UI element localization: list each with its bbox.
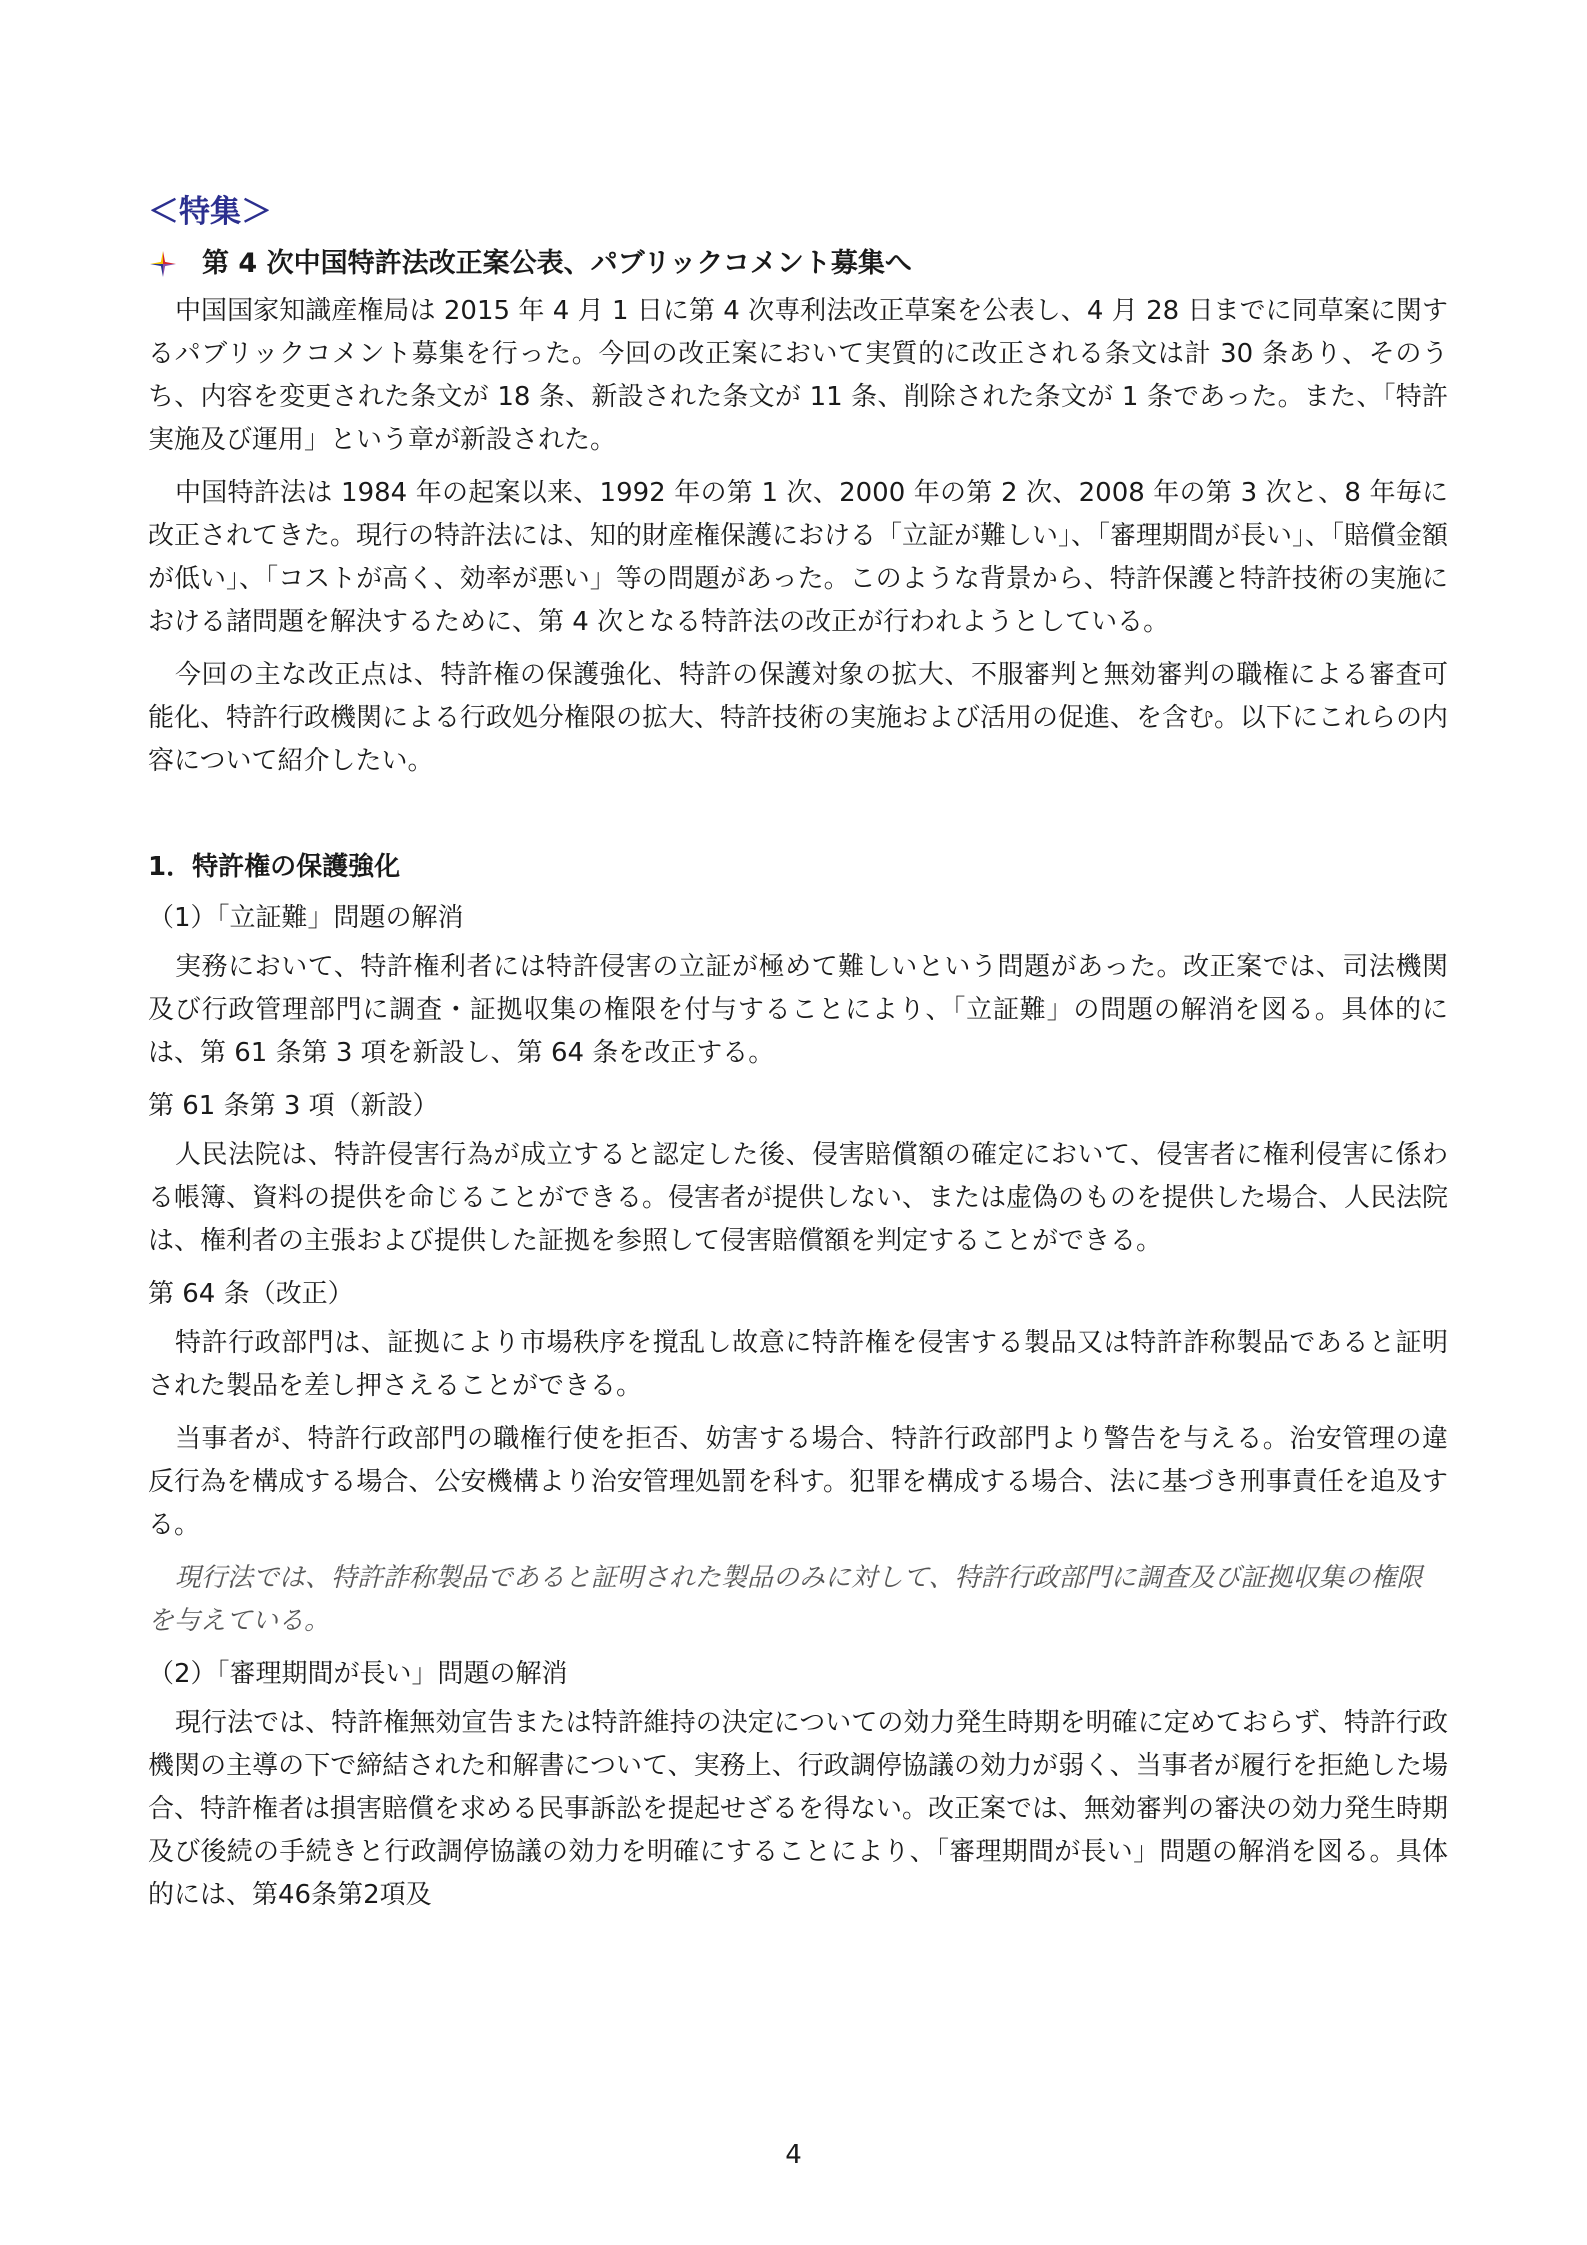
body-paragraph: 当事者が、特許行政部門の職権行使を拒否、妨害する場合、特許行政部門より警告を与える。治安管理の違反行為を構成する場合、公安機構より治安管理処罰を科す。犯罪を構成する場合、法に基づき刑事責任を追及する。	[148, 1424, 1448, 1540]
feature-label: ＜特集＞	[148, 194, 272, 230]
four-point-star-icon	[148, 249, 178, 279]
sub-heading: （2）「審理期間が長い」問題の解消	[148, 1659, 568, 1689]
body-paragraph: 人民法院は、特許侵害行為が成立すると認定した後、侵害賠償額の確定において、侵害者に権利侵害に係わる帳簿、資料の提供を命じることができる。侵害者が提供しない、または虚偽のものを提供した場合、人民法院は、権利者の主張および提供した証拠を参照して侵害賠償額を判定することができる。	[148, 1140, 1449, 1256]
section-heading: 1．特許権の保護強化	[148, 852, 401, 882]
page-number: 4	[785, 2140, 802, 2170]
body-paragraph: 実務において、特許権利者には特許侵害の立証が極めて難しいという問題があった。改正案では、司法機関及び行政管理部門に調査・証拠収集の権限を付与することにより、「立証難」の問題の解消を図る。具体的には、第 61 条第 3 項を新設し、第 64 条を改正する。	[148, 952, 1448, 1068]
document-page	[148, 190, 1448, 1927]
note-paragraph: 現行法では、特許詐称製品であると証明された製品のみに対して、特許行政部門に調査及び証拠収集の権限を与えている。	[148, 1563, 1423, 1636]
sub-heading: （1）「立証難」問題の解消	[148, 903, 464, 933]
intro-paragraph: 中国特許法は 1984 年の起案以来、1992 年の第 1 次、2000 年の第 2 次、2008 年の第 3 次と、8 年毎に改正されてきた。現行の特許法には、知的財産権保護における「立証が難しい」、「審理期間が長い」、「賠償金額が低い」、「コストが高く、効率が悪い」等の問題があった。このような背景から、特許保護と特許技術の実施における諸問題を解決するために、第 4 次となる特許法の改正が行われようとしている。	[148, 478, 1449, 637]
article-title	[148, 242, 1448, 286]
body-paragraph: 特許行政部門は、証拠により市場秩序を撹乱し故意に特許権を侵害する製品又は特許詐称製品であると証明された製品を差し押さえることができる。	[148, 1328, 1448, 1401]
intro-paragraph: 中国国家知識産権局は 2015 年 4 月 1 日に第 4 次専利法改正草案を公表し、4 月 28 日までに同草案に関するパブリックコメント募集を行った。今回の改正案において実質的に改正される条文は計 30 条あり、そのうち、内容を変更された条文が 18 条、新設された条文が 11 条、削除された条文が 1 条であった。また、「特許実施及び運用」という章が新設された。	[148, 296, 1448, 455]
intro-paragraph: 今回の主な改正点は、特許権の保護強化、特許の保護対象の拡大、不服審判と無効審判の職権による審査可能化、特許行政機関による行政処分権限の拡大、特許技術の実施および活用の促進、を含む。以下にこれらの内容について紹介したい。	[148, 660, 1449, 776]
body-paragraph: 現行法では、特許権無効宣告または特許維持の決定についての効力発生時期を明確に定めておらず、特許行政機関の主導の下で締結された和解書について、実務上、行政調停協議の効力が弱く、当事者が履行を拒絶した場合、特許権者は損害賠償を求める民事訴訟を提起せざるを得ない。改正案では、無効審判の審決の効力発生時期及び後続の手続きと行政調停協議の効力を明確にすることにより、「審理期間が長い」問題の解消を図る。具体的には、第46条第2項及	[148, 1708, 1449, 1910]
article-title-text: 第 4 次中国特許法改正案公表、パブリックコメント募集へ	[202, 248, 912, 279]
section-spacer	[148, 793, 1448, 845]
article-heading: 第 64 条（改正）	[148, 1279, 354, 1309]
article-heading: 第 61 条第 3 項（新設）	[148, 1091, 439, 1121]
